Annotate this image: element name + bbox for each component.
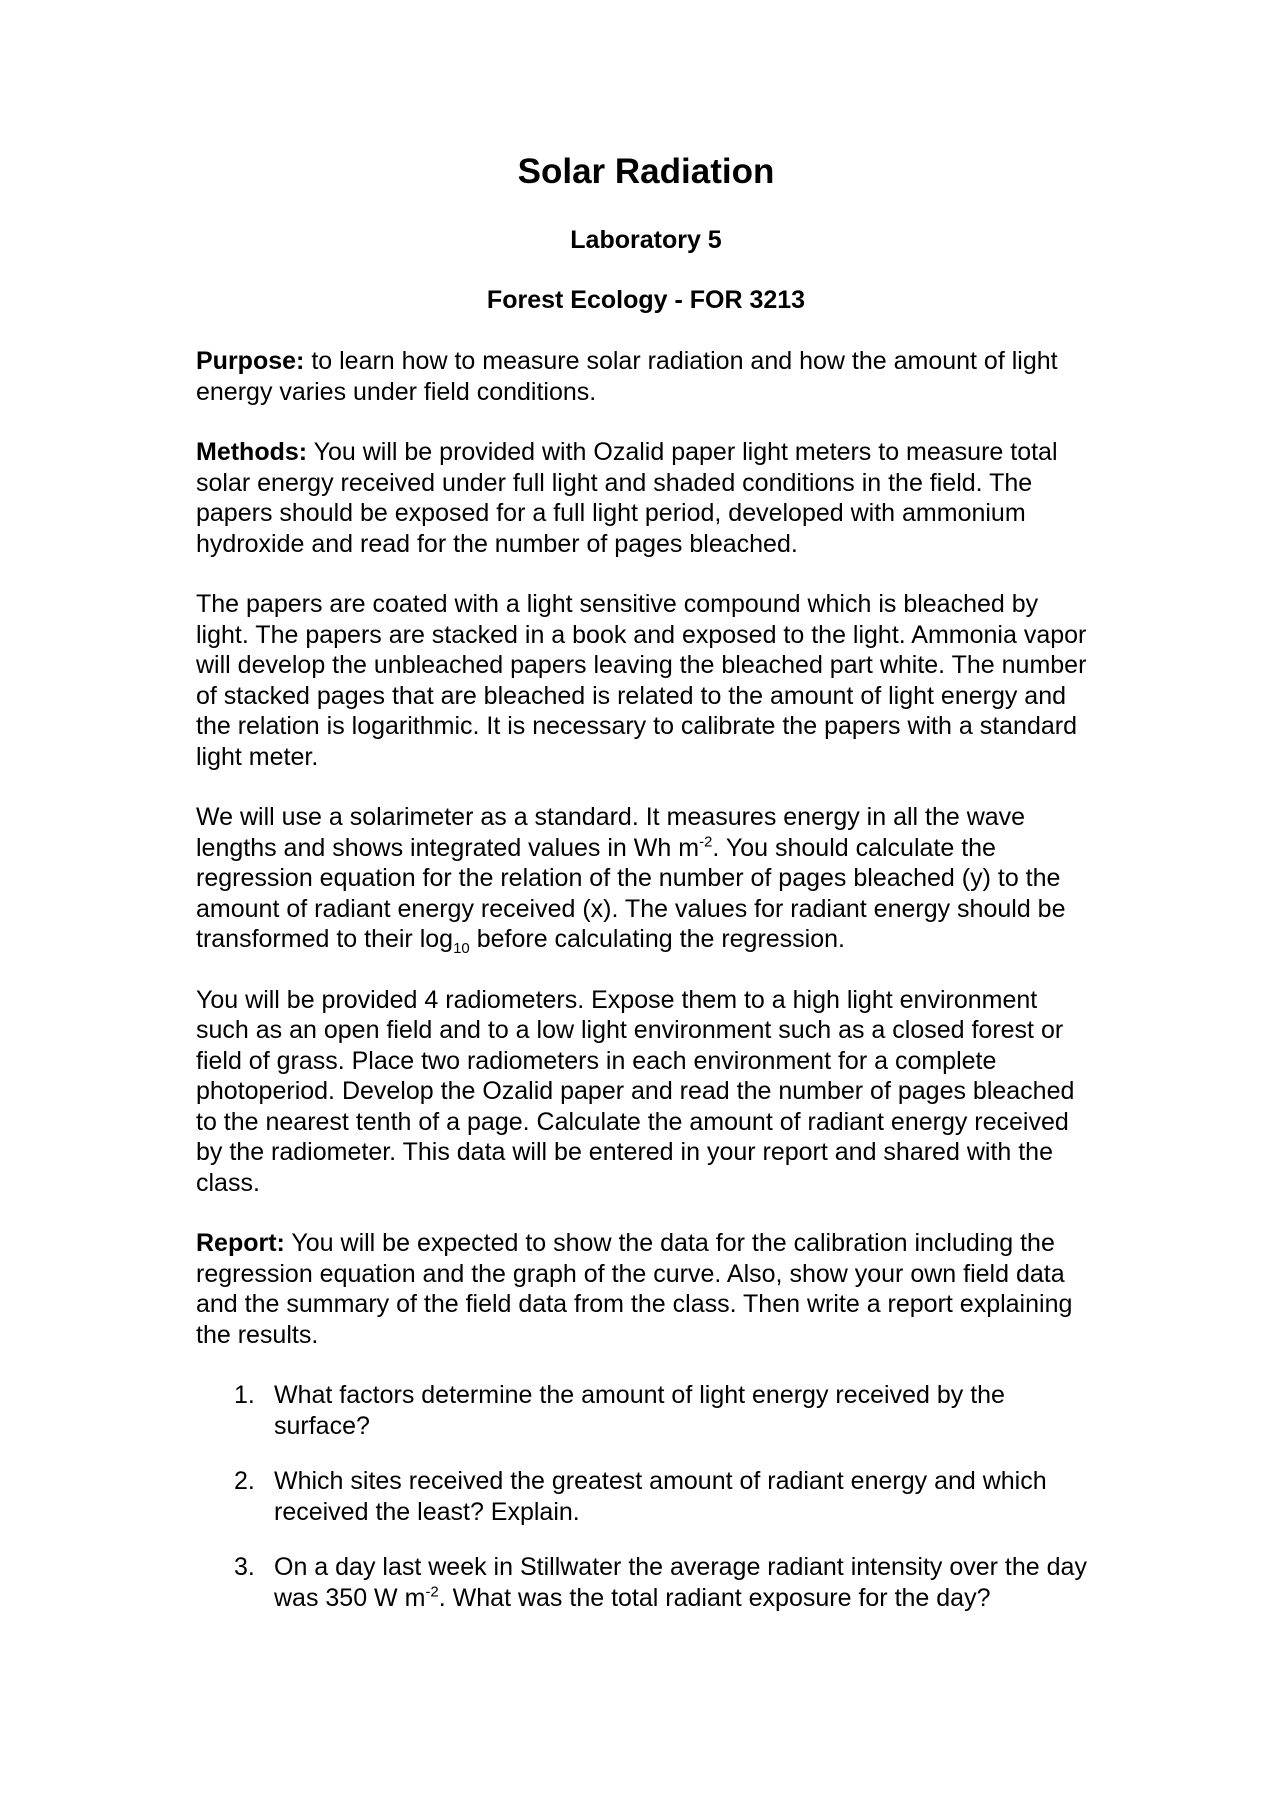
questions-list	[196, 1380, 1096, 1613]
unit-exponent: -2	[699, 833, 713, 851]
lab-number: Laboratory 5	[570, 226, 722, 254]
question-number: 1.	[234, 1381, 255, 1409]
document-page	[196, 150, 1096, 1638]
calibration-paragraph: The papers are coated with a light sensitive compound which is bleached by light. The papers are stacked in a book and exposed to the light. Ammonia vapor will develop the unbleached papers leaving the bleached part white. The number of stacked pages that are bleached is related to the amount of light energy and the relation is logarithmic. It is necessary to calibrate the papers with a standard light meter.	[196, 590, 1087, 771]
question-text: What factors determine the amount of light energy received by the surface?	[274, 1381, 1005, 1440]
list-item	[196, 1552, 1096, 1613]
solarimeter-paragraph	[196, 802, 1096, 955]
page-title: Solar Radiation	[517, 152, 775, 191]
question-number: 2.	[234, 1467, 255, 1495]
list-item	[196, 1466, 1096, 1527]
purpose-paragraph	[196, 346, 1096, 407]
question-text: Which sites received the greatest amount of radiant energy and which received the least? Explain.	[274, 1467, 1047, 1526]
methods-text: You will be provided with Ozalid paper light meters to measure total solar energy received under full light and shaded conditions in the field. The papers should be exposed for a full light period, developed with ammonium hydroxide and read for the number of pages bleached.	[196, 438, 1058, 558]
solarimeter-text-2: . You should calculate the regression equation for the relation of the number of pages bleached (y) to the amount of radiant energy received (x). The values for radiant energy should be transformed to their log	[196, 833, 1066, 953]
course-name: Forest Ecology - FOR 3213	[486, 286, 806, 314]
log-base: 10	[453, 940, 470, 957]
radiometers-paragraph: You will be provided 4 radiometers. Expose them to a high light environment such as an open field and to a low light environment such as a closed forest or field of grass. Place two radiometers in each environment for a complete photoperiod. Develop the Ozalid paper and read the number of pages bleached to the nearest tenth of a page. Calculate the amount of radiant energy received by the radiometer. This data will be entered in your report and shared with the class.	[196, 985, 1075, 1197]
purpose-label: Purpose:	[196, 347, 305, 375]
question-text: On a day last week in Stillwater the average radiant intensity over the day was 350 W m	[274, 1553, 1087, 1612]
report-text: You will be expected to show the data for the calibration including the regression equation and the graph of the curve. Also, show your own field data and the summary of the field data from the class. Then write a report explaining the results.	[196, 1229, 1073, 1349]
question-text-end: . What was the total radiant exposure for the day?	[438, 1583, 991, 1612]
list-item	[196, 1380, 1096, 1441]
solarimeter-text-3: before calculating the regression.	[469, 925, 845, 953]
question-number: 3.	[234, 1553, 255, 1581]
methods-paragraph	[196, 437, 1096, 559]
solarimeter-text-1: We will use a solarimeter as a standard. It measures energy in all the wave lengths and shows integrated values in Wh m	[196, 803, 1026, 862]
purpose-text: to learn how to measure solar radiation and how the amount of light energy varies under field conditions.	[196, 347, 1058, 406]
report-label: Report:	[196, 1229, 285, 1257]
methods-label: Methods:	[196, 438, 308, 466]
unit-exponent: -2	[425, 1583, 439, 1601]
report-paragraph	[196, 1228, 1096, 1350]
